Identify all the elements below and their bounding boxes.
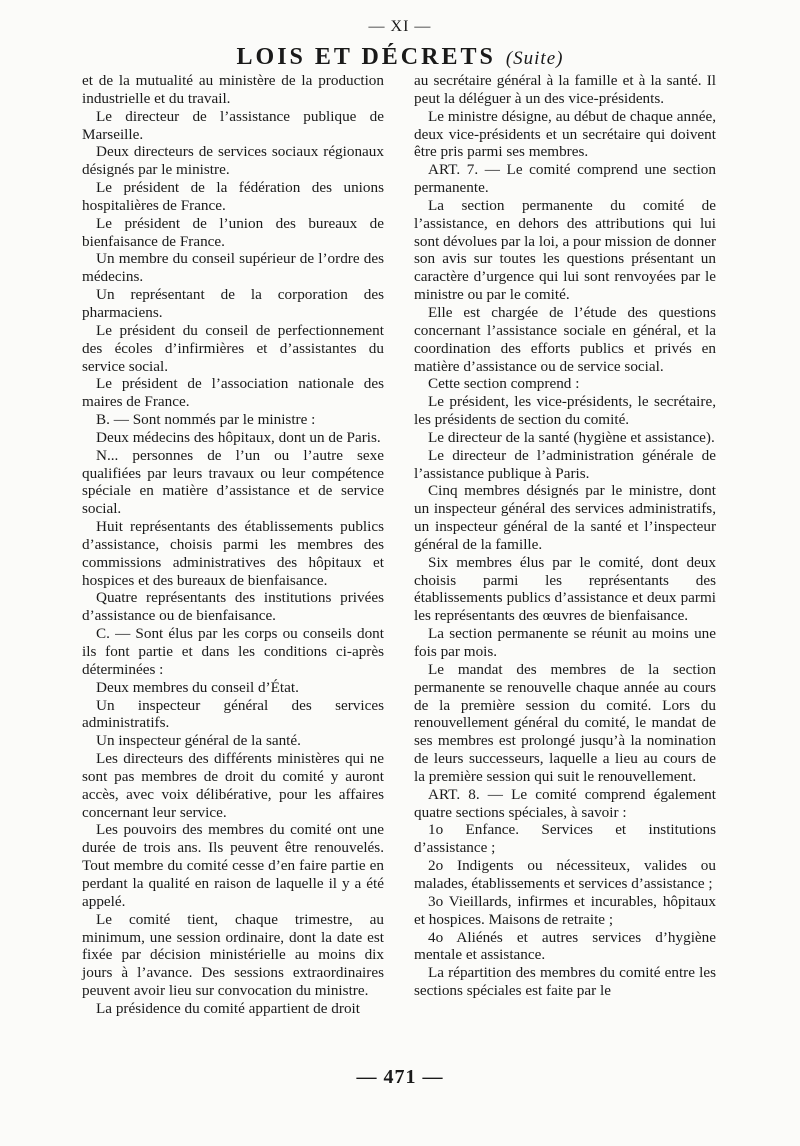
paragraph: Les pouvoirs des membres du comité ont une durée de trois ans. Ils peuvent être renouvelés. Tout membre du comité cesse d’en faire partie en perdant la qualité en raison de laquelle il y a été appelé. [82,821,384,910]
list-item: 3o Vieillards, infirmes et incurables, hôpitaux et hospices. Maisons de retraite ; [414,892,716,928]
paragraph: Cinq membres désignés par le ministre, dont un inspecteur général des services administratifs, un inspecteur général de la santé et l’inspecteur général de la famille. [414,482,716,553]
paragraph: N... personnes de l’un ou l’autre sexe qualifiées par leurs travaux ou leur compétence spéciale en matière d’assistance et de service social. [82,446,384,518]
paragraph: Six membres élus par le comité, dont deux choisis parmi les représentants des établissements publics d’assistance et deux parmi les représentants des œuvres de bienfaisance. [414,553,716,625]
paragraph: B. — Sont nommés par le ministre : [96,411,316,429]
list-item: 1o Enfance. Services et institutions d’assistance ; [414,821,716,857]
paragraph: La section permanente du comité de l’assistance, en dehors des attributions qui lui sont dévolues par la loi, a pour mission de donner son avis sur toutes les questions présentant un caractère d’urgence qui lui sont renvoyées par le ministre ou par le comité. [414,196,717,304]
paragraph: Huit représentants des établissements publics d’assistance, choisis parmi les membres des commissions administratives des hôpitaux et hospices et des bureaux de bienfaisance. [82,518,384,589]
paragraph: Le directeur de l’administration générale de l’assistance publique à Paris. [414,446,716,482]
paragraph: Deux membres du conseil d’État. [96,678,299,696]
paragraph: Quatre représentants des institutions privées d’assistance ou de bienfaisance. [82,589,384,625]
paragraph: Le comité tient, chaque trimestre, au minimum, une session ordinaire, dont la date est fixée par décision ministérielle au moins dix jours à l’avance. Des sessions extraordinaires peuvent avoir lieu sur convocation du ministre. [82,910,384,1000]
paragraph: Le directeur de l’assistance publique de Marseille. [82,107,384,143]
paragraph: Le directeur de la santé (hygiène et assistance). [428,428,715,446]
list-item: 2o Indigents ou nécessiteux, valides ou malades, établissements et services d’assistance ; [414,857,716,892]
paragraph: La répartition des membres du comité entre les sections spéciales est faite par le [414,964,716,1000]
paragraph: et de la mutualité au ministère de la production industrielle et du travail. [82,72,384,107]
article-heading-paragraph: ART. 7. — Le comité comprend une section permanente. [414,161,716,197]
paragraph: Un représentant de la corporation des pharmaciens. [82,286,384,321]
paragraph: Le président de l’union des bureaux de bienfaisance de France. [82,214,384,250]
right-text-column [414,72,716,1000]
paragraph: Le ministre désigne, au début de chaque année, deux vice-présidents et un secrétaire qui doivent être pris parmi ses membres. [414,107,716,161]
paragraph: Le président de l’association nationale des maires de France. [82,375,384,411]
paragraph: Le président, les vice-présidents, le secrétaire, les présidents de section du comité. [414,393,716,429]
page-title: LOIS ET DÉCRETS [236,44,496,70]
paragraph: La section permanente se réunit au moins une fois par mois. [414,625,716,660]
left-text-column [82,72,384,1018]
paragraph: Un inspecteur général de la santé. [96,732,301,750]
paragraph: C. — Sont élus par les corps ou conseils dont ils font partie et dans les conditions ci-après déterminées : [82,625,384,678]
page-number-bottom: — 471 — [356,1066,444,1088]
paragraph: au secrétaire général à la famille et à la santé. Il peut la déléguer à un des vice-présidents. [414,72,716,107]
paragraph: La présidence du comité appartient de droit [96,999,360,1017]
paragraph: Elle est chargée de l’étude des questions concernant l’assistance sociale en général, et la coordination des efforts publics et privés en matière d’assistance ou de service social. [414,303,716,375]
list-item: 4o Aliénés et autres services d’hygiène mentale et assistance. [414,928,716,964]
paragraph: Deux directeurs de services sociaux régionaux désignés par le ministre. [82,143,384,179]
page-title-suite: (Suite) [505,48,564,69]
page-header [0,42,800,75]
paragraph: Un membre du conseil supérieur de l’ordre des médecins. [82,250,384,286]
page-number-top: — XI — [368,18,432,35]
paragraph: Le président du conseil de perfectionnement des écoles d’infirmières et d’assistantes du service social. [82,321,384,375]
paragraph: Deux médecins des hôpitaux, dont un de Paris. [96,428,381,446]
paragraph: Les directeurs des différents ministères qui ne sont pas membres de droit du comité y auront accès, avec voix délibérative, pour les affaires concernant leur service. [82,750,384,821]
paragraph: Un inspecteur général des services administratifs. [82,696,384,732]
paragraph: Cette section comprend : [428,375,580,393]
paragraph: Le mandat des membres de la section permanente se renouvelle chaque année au cours de la première session du comité. Lors du renouvellement général du comité, le mandat de ses membres est prolongé jusqu’à la nomination de leurs successeurs, laquelle a lieu au cours de la première session qui suit le renouvellement. [414,660,716,785]
article-heading-paragraph: ART. 8. — Le comité comprend également quatre sections spéciales, à savoir : [414,785,716,821]
paragraph: Le président de la fédération des unions hospitalières de France. [82,179,384,214]
